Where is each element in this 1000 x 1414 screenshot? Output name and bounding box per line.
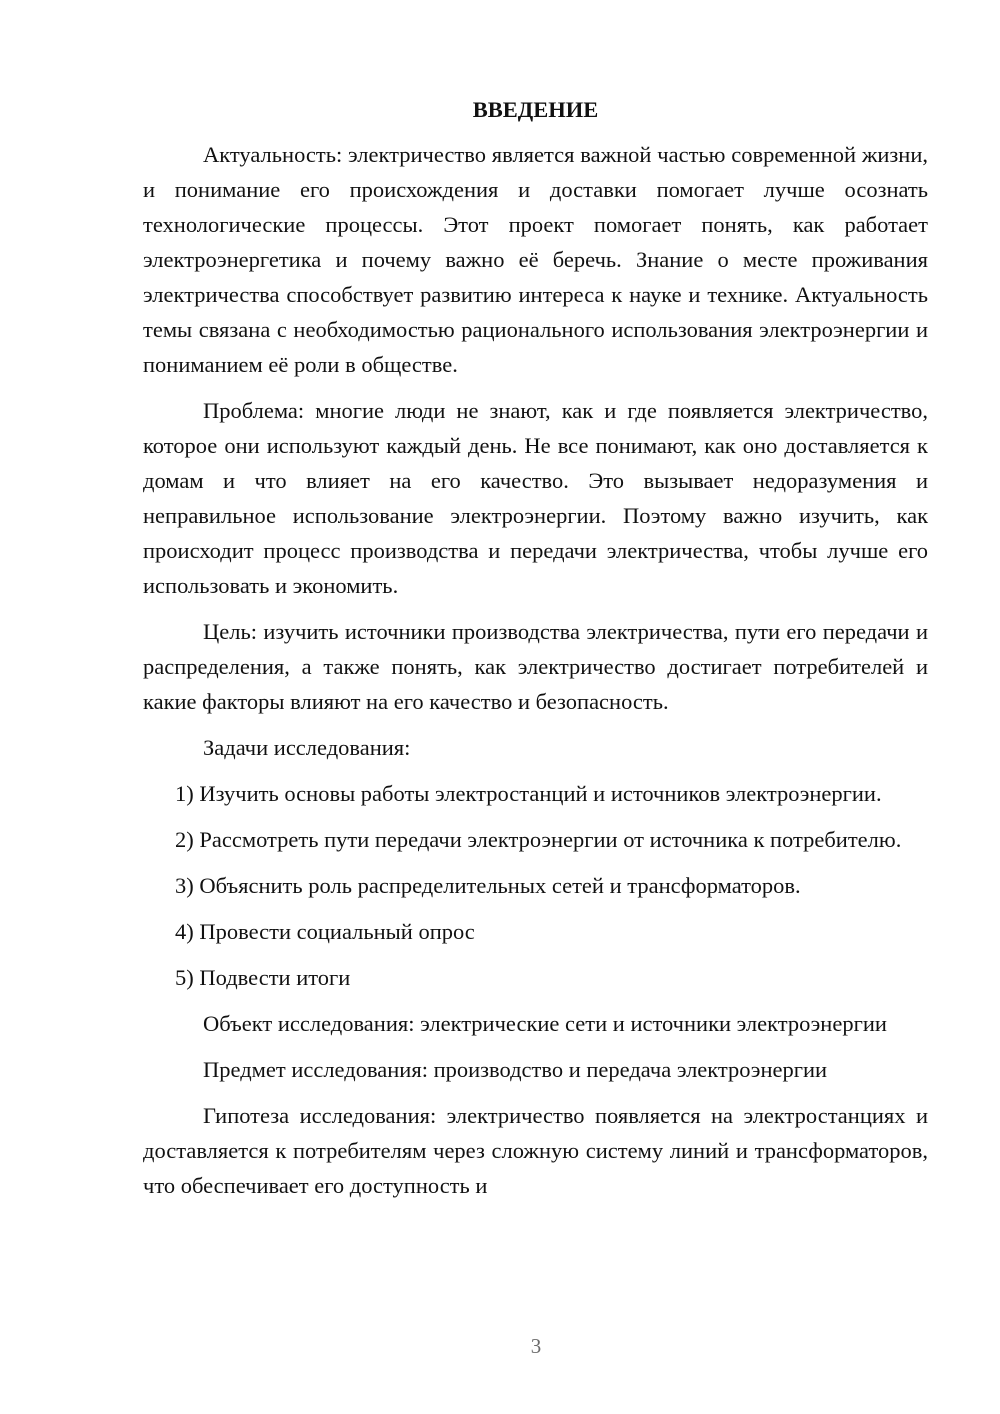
task-item-5: 5) Подвести итоги bbox=[175, 965, 351, 990]
page-content bbox=[143, 92, 928, 1203]
task-item-2: 2) Рассмотреть пути передачи электроэнергии от источника к потребителю. bbox=[175, 827, 902, 852]
section-title: ВВЕДЕНИЕ bbox=[472, 97, 599, 122]
paragraph-hypothesis: Гипотеза исследования: электричество появляется на электростанциях и доставляется к потребителям через сложную систему линий и трансформаторов, что обеспечивает его доступность и bbox=[143, 1103, 928, 1198]
page-number: 3 bbox=[530, 1334, 542, 1358]
paragraph-subject: Предмет исследования: производство и передача электроэнергии bbox=[203, 1057, 828, 1082]
paragraph-goal: Цель: изучить источники производства электричества, пути его передачи и распределения, а также понять, как электричество достигает потребителей и какие факторы влияют на его качество и безопасность. bbox=[143, 619, 928, 714]
tasks-heading: Задачи исследования: bbox=[203, 735, 411, 760]
task-item-1: 1) Изучить основы работы электростанций и источников электроэнергии. bbox=[175, 781, 882, 806]
task-item-4: 4) Провести социальный опрос bbox=[175, 919, 475, 944]
task-item-3: 3) Объяснить роль распределительных сетей и трансформаторов. bbox=[175, 873, 801, 898]
paragraph-problem: Проблема: многие люди не знают, как и где появляется электричество, которое они используют каждый день. Не все понимают, как оно доставляется к домам и что влияет на его качество. Это вызывает недоразумения и неправильное использование электроэнергии. Поэтому важно изучить, как происходит процесс производства и передачи электричества, чтобы лучше его использовать и экономить. bbox=[143, 398, 928, 598]
paragraph-relevance: Актуальность: электричество является важной частью современной жизни, и понимание его происхождения и доставки помогает лучше осознать технологические процессы. Этот проект помогает понять, как работает электроэнергетика и почему важно её беречь. Знание о месте проживания электричества способствует развитию интереса к науке и технике. Актуальность темы связана с необходимостью рационального использования электроэнергии и пониманием её роли в обществе. bbox=[143, 142, 928, 377]
paragraph-object: Объект исследования: электрические сети и источники электроэнергии bbox=[203, 1011, 887, 1036]
